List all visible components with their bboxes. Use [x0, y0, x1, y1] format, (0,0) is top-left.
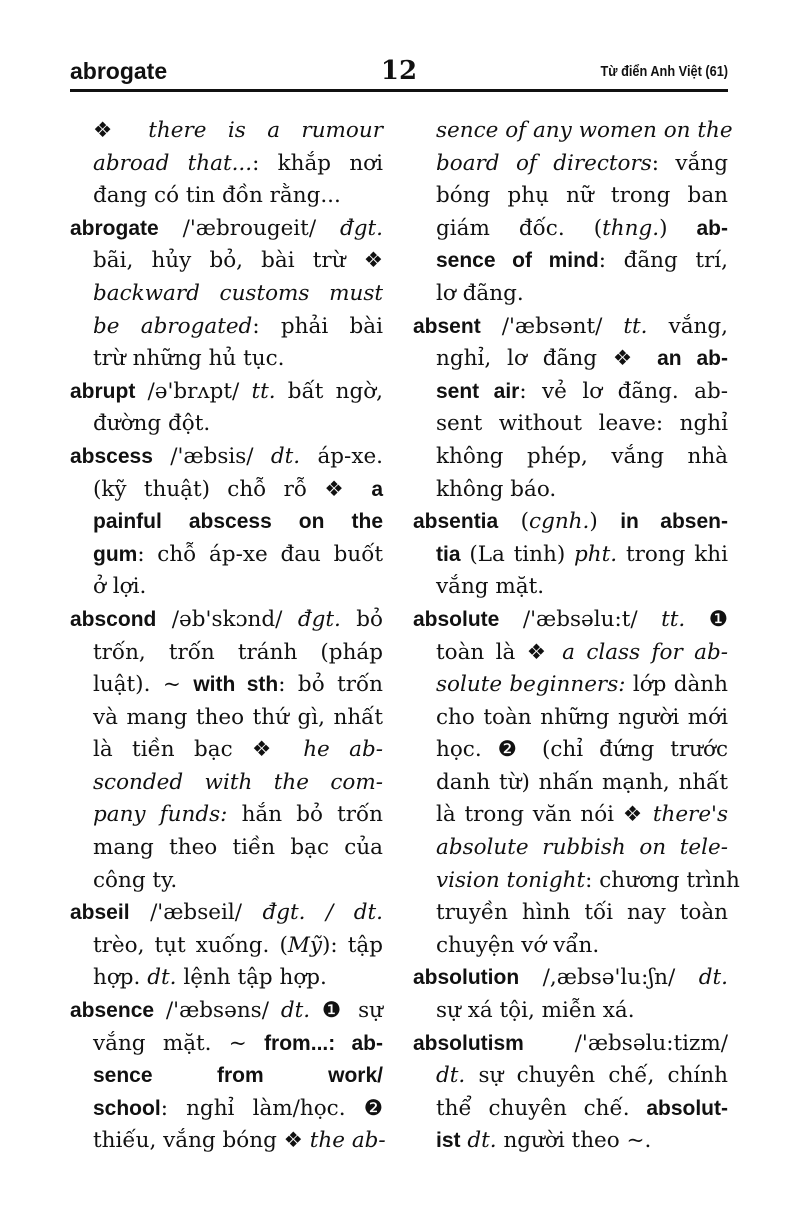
entry-line	[413, 180, 728, 213]
entry-headline	[413, 604, 728, 637]
italic-text: dt.	[270, 443, 301, 469]
definition-text: trừ những hủ tục.	[93, 346, 285, 372]
entry-headline	[70, 213, 383, 246]
italic-text: sconded with the com-	[93, 769, 383, 795]
entry-line	[413, 767, 728, 800]
bold-term: a	[371, 477, 383, 501]
entry-line	[413, 408, 728, 441]
entry-line	[413, 115, 733, 148]
entry-line	[413, 474, 728, 507]
bold-term: abscond	[70, 607, 157, 631]
definition-text: vắng mặt. ~	[93, 1030, 265, 1056]
bold-term: absolutism	[413, 1031, 524, 1055]
definition-text: danh từ) nhấn mạnh, nhất	[436, 769, 728, 795]
definition-text: : bỏ trốn	[278, 672, 384, 698]
entry-headline	[413, 506, 728, 539]
italic-text: absolute rubbish on tele-	[436, 835, 728, 861]
entry-line	[413, 539, 728, 572]
entry-line	[413, 278, 728, 311]
italic-text: dt.	[436, 1063, 466, 1089]
italic-text: abroad that...	[93, 150, 253, 176]
bold-term: sent air	[436, 379, 520, 403]
entry-line	[413, 669, 728, 702]
definition-text: áp-xe.	[300, 443, 383, 469]
italic-text: tt.	[251, 378, 276, 404]
definition-text: đường đột.	[93, 411, 211, 437]
italic-text: sence of any women on the	[436, 118, 733, 143]
definition-text: chuyện vớ vẩn.	[436, 932, 600, 958]
bold-term: in absen-	[620, 510, 728, 534]
bold-term: absent	[413, 314, 481, 338]
definition-text: sự xá tội, miễn xá.	[436, 998, 635, 1024]
entry-line	[70, 865, 383, 898]
definition-text: sự chuyên chế, chính	[465, 1063, 728, 1089]
entry-line	[70, 245, 383, 278]
definition-text: đang có tin đồn rằng...	[93, 183, 341, 209]
italic-text: be abrogated	[93, 313, 253, 339]
entry-line	[70, 408, 383, 441]
bold-term: absolute	[413, 607, 500, 631]
definition-text: /'æbsəlu:tizm/	[523, 1030, 728, 1056]
entry-line	[70, 637, 383, 670]
entry-line	[413, 930, 728, 963]
entry-line	[413, 1093, 728, 1126]
definition-text: ): tập	[322, 932, 383, 958]
italic-text: dt.	[147, 965, 177, 991]
entry-headline	[413, 1028, 728, 1061]
page-number: 12	[380, 56, 418, 86]
definition-text: người theo ~.	[496, 1128, 652, 1154]
definition-text: mang theo tiền bạc của	[93, 835, 383, 861]
definition-text: (	[498, 509, 530, 535]
bold-term: abscess	[70, 444, 153, 468]
bold-term: abseil	[70, 901, 130, 925]
bold-term: tia	[436, 542, 461, 566]
italic-text: đgt. / dt.	[262, 900, 383, 926]
definition-text: ❶ sự	[310, 998, 383, 1024]
definition-text: trèo, tụt xuống. (	[93, 932, 288, 958]
bold-term: abrogate	[70, 216, 159, 240]
entry-line	[413, 148, 728, 181]
italic-text: pany funds:	[93, 802, 228, 828]
entry-line	[413, 995, 728, 1028]
definition-text: ❶	[685, 606, 729, 632]
entry-line	[70, 767, 383, 800]
entry-line	[413, 832, 728, 865]
definition-text: /'æbsəlu:t/	[499, 606, 662, 632]
definition-text: /əb'skɔnd/	[156, 606, 298, 632]
definition-text: vắng,	[647, 313, 728, 339]
italic-text: dt.	[280, 998, 311, 1024]
definition-text: thể chuyên chế.	[436, 1095, 647, 1121]
entry-headline	[70, 897, 383, 930]
bold-term: school	[93, 1096, 161, 1120]
definition-text: vắng mặt.	[436, 574, 545, 600]
italic-text: dt.	[698, 965, 728, 991]
italic-text: board of directors	[436, 150, 652, 176]
definition-text: bỏ	[340, 606, 383, 632]
definition-text: /'æbseil/	[129, 900, 263, 926]
italic-text: thng.	[602, 215, 660, 241]
definition-text: nghỉ, lơ đãng ❖	[436, 346, 658, 372]
entry-line	[70, 115, 383, 148]
definition-text: lơ đãng.	[436, 280, 524, 306]
entry-line	[413, 734, 728, 767]
definition-text: ❖	[93, 118, 149, 143]
definition-text: không phép, vắng nhà	[436, 443, 728, 469]
italic-text: there's	[652, 802, 728, 828]
header-rule	[70, 89, 728, 92]
italic-text: đgt.	[340, 215, 383, 241]
definition-text: truyền hình tối nay toàn	[436, 900, 728, 926]
italic-text: there is a rumour	[148, 118, 384, 143]
italic-text: dt.	[467, 1128, 497, 1154]
definition-text: /'æbsəns/	[154, 998, 281, 1024]
entry-line	[70, 1093, 383, 1126]
left-column	[70, 115, 386, 1158]
italic-text: Mỹ	[287, 932, 323, 958]
entry-line	[413, 897, 728, 930]
entry-line	[70, 311, 383, 344]
entry-line	[70, 669, 383, 702]
definition-text: bất ngờ,	[275, 378, 383, 404]
bold-term: sence of mind	[436, 249, 599, 273]
bold-term: an ab-	[657, 347, 728, 371]
bold-term: from...: ab-	[264, 1031, 383, 1055]
definition-text: : vắng	[651, 150, 728, 176]
entry-line	[70, 962, 383, 995]
definition-text: /ə'brʌpt/	[135, 378, 252, 404]
entry-line	[70, 180, 383, 213]
definition-text: ở lợi.	[93, 574, 147, 600]
italic-text: tt.	[661, 606, 686, 632]
definition-text: : chỗ áp-xe đau buốt	[137, 541, 383, 567]
definition-text: luật). ~	[93, 672, 194, 698]
entry-line	[70, 571, 383, 604]
bold-term: sence from work/	[93, 1064, 383, 1088]
entry-line	[70, 1028, 383, 1061]
entry-line	[70, 278, 383, 311]
definition-text: )	[589, 509, 621, 535]
entry-line	[70, 930, 383, 963]
definition-text: bóng phụ nữ trong ban	[436, 183, 728, 209]
bold-term: absolut-	[646, 1096, 728, 1120]
definition-text: hắn bỏ trốn	[227, 802, 383, 828]
entry-line	[70, 506, 383, 539]
book-title: Từ điển Anh Việt (61)	[600, 63, 728, 80]
entry-line	[70, 148, 383, 181]
definition-text: : nghỉ làm/học. ❷	[160, 1095, 383, 1121]
definition-text: (La tinh)	[460, 541, 575, 567]
entry-line	[413, 1125, 728, 1158]
entry-line	[70, 799, 383, 832]
bold-term: ab-	[696, 216, 728, 240]
entry-line	[413, 571, 728, 604]
entry-line	[70, 832, 383, 865]
definition-text: /'æbsənt/	[480, 313, 624, 339]
definition-text: bãi, hủy bỏ, bài trừ ❖	[93, 248, 383, 274]
definition-text: )	[659, 215, 697, 241]
definition-text: thiếu, vắng bóng ❖	[93, 1128, 310, 1154]
bold-term: abrupt	[70, 379, 136, 403]
entry-line	[413, 865, 740, 898]
entry-headline	[413, 962, 728, 995]
entry-line	[70, 474, 383, 507]
definition-text: hợp.	[93, 965, 148, 991]
entry-headline	[413, 311, 728, 344]
definition-text: trong khi	[617, 541, 728, 567]
entry-line	[413, 1060, 728, 1093]
entry-line	[413, 245, 728, 278]
definition-text: giám đốc. (	[436, 215, 603, 241]
definition-text: : đãng trí,	[598, 248, 728, 274]
guide-word: abrogate	[70, 58, 168, 84]
entry-headline	[70, 376, 383, 409]
italic-text: tt.	[623, 313, 648, 339]
definition-text: cho toàn những người mới	[436, 704, 728, 730]
italic-text: a class for ab-	[562, 639, 728, 665]
entry-line	[413, 702, 728, 735]
definition-text: : chương trình	[585, 867, 740, 893]
definition-text: : khắp nơi	[252, 150, 383, 176]
bold-term: gum	[93, 542, 138, 566]
definition-text: lớp dành	[625, 672, 729, 698]
entry-headline	[70, 604, 383, 637]
entry-line	[70, 343, 383, 376]
entry-line	[413, 343, 728, 376]
italic-text: the ab-	[309, 1128, 386, 1154]
definition-text: và mang theo thứ gì, nhất	[93, 704, 383, 730]
definition-text: toàn là ❖	[436, 639, 563, 665]
definition-text: công ty.	[93, 867, 178, 893]
bold-term: absolution	[413, 966, 520, 990]
definition-text: trốn, trốn tránh (pháp	[93, 639, 383, 665]
italic-text: backward customs must	[93, 280, 383, 306]
entry-line	[413, 213, 728, 246]
definition-text: /'æbrougeit/	[158, 215, 340, 241]
entry-line	[413, 799, 728, 832]
definition-text: không báo.	[436, 476, 557, 502]
bold-term: with sth	[193, 673, 279, 697]
entry-line	[413, 637, 728, 670]
definition-text: sent without leave: nghỉ	[436, 411, 728, 437]
italic-text: pht.	[574, 541, 618, 567]
bold-term: painful abscess on the	[93, 510, 383, 534]
definition-text: là tiền bạc ❖	[93, 737, 304, 763]
definition-text: lệnh tập hợp.	[176, 965, 327, 991]
definition-text: học. ❷ (chỉ đứng trước	[436, 737, 728, 763]
definition-text: /'æbsis/	[152, 443, 271, 469]
entry-line	[70, 539, 383, 572]
entry-line	[413, 441, 728, 474]
definition-text: là trong văn nói ❖	[436, 802, 653, 828]
running-header	[70, 56, 728, 88]
bold-term: absence	[70, 999, 155, 1023]
entry-line	[413, 376, 728, 409]
italic-text: vision tonight	[436, 867, 586, 893]
bold-term: absentia	[413, 510, 499, 534]
italic-text: cgnh.	[529, 509, 590, 535]
italic-text: he ab-	[303, 737, 383, 763]
definition-text: (kỹ thuật) chỗ rỗ ❖	[93, 476, 372, 502]
bold-term: ist	[436, 1129, 461, 1153]
definition-text: /,æbsə'lu:ʃn/	[519, 965, 699, 991]
entry-line	[70, 1060, 383, 1093]
entry-line	[70, 702, 383, 735]
right-column	[413, 115, 740, 1158]
entry-line	[70, 734, 383, 767]
entry-headline	[70, 441, 383, 474]
entry-headline	[70, 995, 383, 1028]
definition-text: : vẻ lơ đãng. ab-	[519, 378, 728, 404]
entry-line	[70, 1125, 386, 1158]
italic-text: solute beginners:	[436, 672, 626, 698]
italic-text: đgt.	[297, 606, 341, 632]
definition-text: : phải bài	[252, 313, 383, 339]
